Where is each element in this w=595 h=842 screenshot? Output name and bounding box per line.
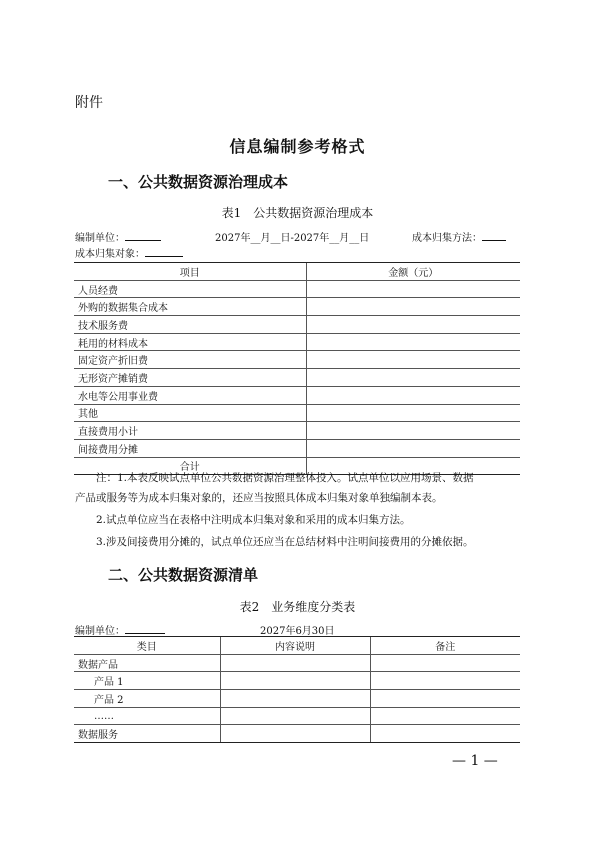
- cost-item: 技术服务费: [74, 316, 306, 334]
- table-row: [74, 439, 520, 457]
- table-row: [74, 725, 520, 743]
- indirect-allocation-label: 间接费用分摊: [74, 439, 306, 457]
- business-table-header-row: [74, 637, 520, 655]
- cost-item: 人员经费: [74, 280, 306, 298]
- category-cell: 产品 2: [74, 690, 220, 708]
- description-cell: [220, 672, 370, 690]
- cost-amount: [306, 316, 520, 334]
- table1-method-field: [412, 229, 506, 244]
- description-cell: [220, 690, 370, 708]
- cost-table-header-row: [74, 263, 520, 281]
- note-line-2: 产品或服务等为成本归集对象的，还应当按照具体成本归集对象单独编制本表。: [75, 492, 443, 504]
- cost-amount: [306, 280, 520, 298]
- cost-item: 耗用的材料成本: [74, 333, 306, 351]
- table-row: [74, 280, 520, 298]
- business-table-header-category: 类目: [74, 637, 220, 655]
- business-dimension-table: [74, 636, 520, 743]
- table1-unit-field: [75, 229, 161, 244]
- cost-amount: [306, 298, 520, 316]
- table-row: [74, 333, 520, 351]
- cost-amount: [306, 351, 520, 369]
- cost-amount: [306, 422, 520, 440]
- cost-item: 水电等公用事业费: [74, 386, 306, 404]
- table1-caption: 表1 公共数据资源治理成本: [221, 206, 374, 220]
- category-cell: ……: [74, 707, 220, 725]
- remark-cell: [370, 707, 520, 725]
- cost-amount: [306, 404, 520, 422]
- table1-object-field: [75, 245, 183, 260]
- remark-cell: [370, 690, 520, 708]
- direct-subtotal-label: 直接费用小计: [74, 422, 306, 440]
- table-row: [74, 654, 520, 672]
- table1-period: 2027年__月__日-2027年__月__日: [215, 233, 370, 244]
- cost-amount: [306, 439, 520, 457]
- table-row: [74, 422, 520, 440]
- remark-cell: [370, 725, 520, 743]
- table2-unit-field: [75, 622, 165, 637]
- table2-unit-blank: [125, 633, 165, 634]
- cost-amount: [306, 369, 520, 387]
- cost-table-header-amount: 金额（元）: [306, 263, 520, 281]
- note-line-1: 注：1.本表反映试点单位公共数据资源治理整体投入。试点单位以应用场景、数据: [96, 472, 474, 484]
- table1-method-label: 成本归集方法：: [412, 233, 482, 244]
- remark-cell: [370, 654, 520, 672]
- business-table-header-description: 内容说明: [220, 637, 370, 655]
- cost-item: 固定资产折旧费: [74, 351, 306, 369]
- table-row: [74, 690, 520, 708]
- description-cell: [220, 725, 370, 743]
- table-row: [74, 351, 520, 369]
- section2-title: 二、公共数据资源清单: [108, 566, 259, 584]
- section1-title: 一、公共数据资源治理成本: [108, 173, 289, 191]
- table-row: [74, 298, 520, 316]
- cost-table-header-item: 项目: [74, 263, 306, 281]
- table-row: [74, 672, 520, 690]
- note-line-4: 3.涉及间接费用分摊的，试点单位还应当在总结材料中注明间接费用的分摊依据。: [96, 536, 474, 548]
- remark-cell: [370, 672, 520, 690]
- table2-caption: 表2 业务维度分类表: [239, 600, 356, 614]
- table-row: [74, 369, 520, 387]
- annex-label: 附件: [75, 95, 103, 111]
- description-cell: [220, 654, 370, 672]
- note-line-3: 2.试点单位应当在表格中注明成本归集对象和采用的成本归集方法。: [96, 514, 411, 526]
- table1-unit-blank: [125, 240, 161, 241]
- category-cell: 数据产品: [74, 654, 220, 672]
- table-row: [74, 707, 520, 725]
- business-table-header-remark: 备注: [370, 637, 520, 655]
- category-cell: 数据服务: [74, 725, 220, 743]
- table-row: [74, 316, 520, 334]
- table-row: [74, 404, 520, 422]
- cost-item: 外购的数据集合成本: [74, 298, 306, 316]
- cost-item: 其他: [74, 404, 306, 422]
- description-cell: [220, 707, 370, 725]
- cost-amount: [306, 386, 520, 404]
- cost-item: 无形资产摊销费: [74, 369, 306, 387]
- cost-amount: [306, 333, 520, 351]
- table2-unit-label: 编制单位：: [75, 626, 125, 637]
- cost-table: [74, 262, 520, 475]
- table1-method-blank: [482, 240, 506, 241]
- table1-object-label: 成本归集对象：: [75, 249, 145, 260]
- table1-unit-label: 编制单位：: [75, 233, 125, 244]
- category-cell: 产品 1: [74, 672, 220, 690]
- table1-object-blank: [145, 256, 183, 257]
- table2-date: 2027年6月30日: [260, 626, 335, 637]
- table-row: [74, 386, 520, 404]
- document-title: 信息编制参考格式: [229, 137, 366, 156]
- page-number: — 1 —: [452, 753, 498, 769]
- total-label: 合计: [74, 457, 306, 475]
